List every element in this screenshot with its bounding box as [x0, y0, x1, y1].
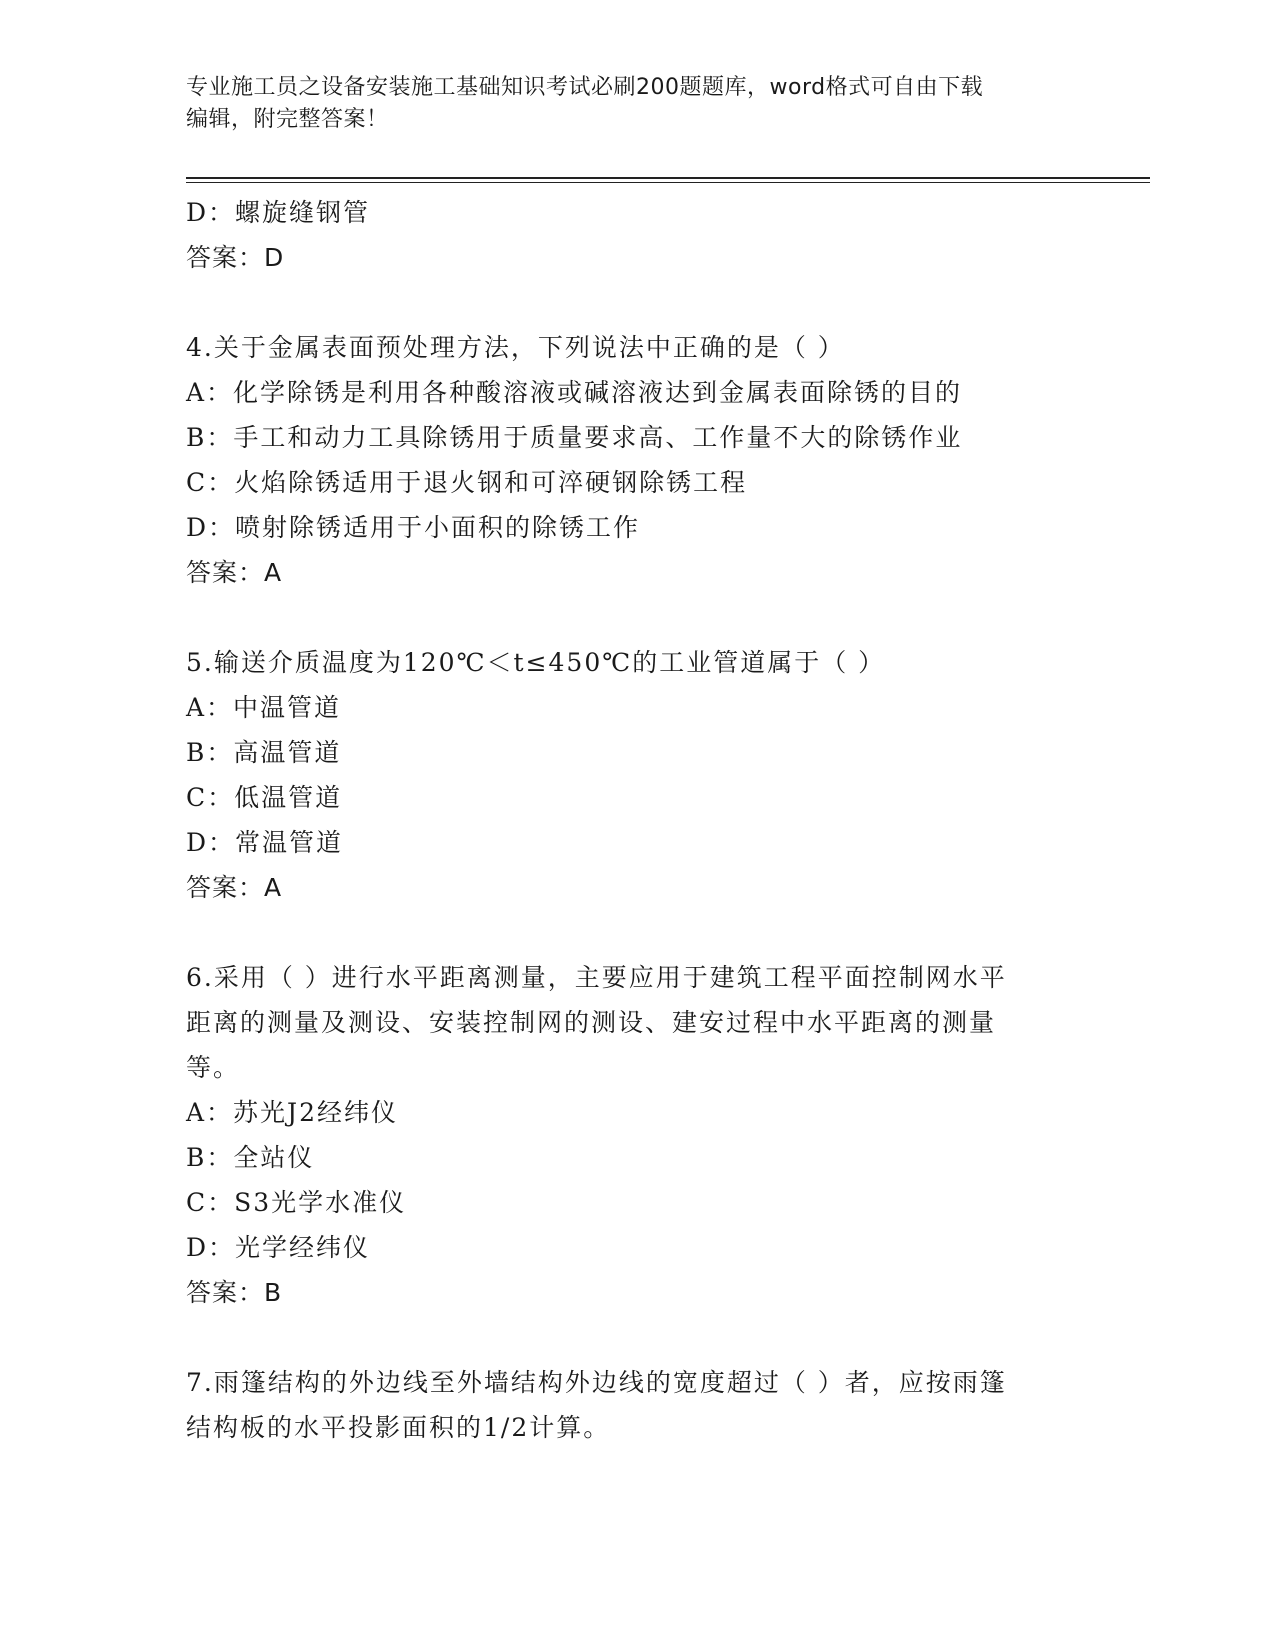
question-stem: 4.关于金属表面预处理方法，下列说法中正确的是（ ） [186, 333, 845, 362]
question-stem-line: 7.雨篷结构的外边线至外墙结构外边线的宽度超过（ ）者，应按雨篷 [186, 1368, 1007, 1397]
option-c: C：低温管道 [186, 783, 343, 812]
answer: 答案：A [186, 558, 283, 587]
option-b: B：高温管道 [186, 738, 342, 767]
header-line-2: 编辑，附完整答案！ [186, 107, 389, 132]
option-a: A：化学除锈是利用各种酸溶液或碱溶液达到金属表面除锈的目的 [186, 378, 963, 407]
header-divider-thin [186, 182, 1150, 183]
question-stem-line: 结构板的水平投影面积的1/2计算。 [186, 1413, 611, 1442]
option-b: B：全站仪 [186, 1143, 315, 1172]
question-6 [186, 955, 1086, 1315]
question-stem-line: 距离的测量及测设、安装控制网的测设、建安过程中水平距离的测量 [186, 1008, 997, 1037]
question-stem: 5.输送介质温度为120℃＜t≤450℃的工业管道属于（ ） [186, 648, 886, 677]
option-d: D：螺旋缝钢管 [186, 198, 371, 227]
option-c: C：火焰除锈适用于退火钢和可淬硬钢除锈工程 [186, 468, 748, 497]
question-stem-line: 6.采用（ ）进行水平距离测量，主要应用于建筑工程平面控制网水平 [186, 963, 1007, 992]
option-d: D：常温管道 [186, 828, 344, 857]
question-4 [186, 325, 1086, 595]
question-list [186, 190, 1086, 1450]
answer: 答案：B [186, 1278, 283, 1307]
option-c: C：S3光学水准仪 [186, 1188, 407, 1217]
question-stem-line: 等。 [186, 1053, 241, 1082]
answer: 答案：D [186, 243, 285, 272]
option-a: A：苏光J2经纬仪 [186, 1098, 398, 1127]
answer: 答案：A [186, 873, 283, 902]
option-d: D：光学经纬仪 [186, 1233, 371, 1262]
question-7 [186, 1360, 1086, 1450]
option-b: B：手工和动力工具除锈用于质量要求高、工作量不大的除锈作业 [186, 423, 963, 452]
document-header [186, 72, 1086, 136]
option-d: D：喷射除锈适用于小面积的除锈工作 [186, 513, 641, 542]
question-5 [186, 640, 1086, 910]
option-a: A：中温管道 [186, 693, 342, 722]
header-divider [186, 177, 1150, 179]
header-line-1: 专业施工员之设备安装施工基础知识考试必刷200题题库，word格式可自由下载 [186, 75, 984, 100]
